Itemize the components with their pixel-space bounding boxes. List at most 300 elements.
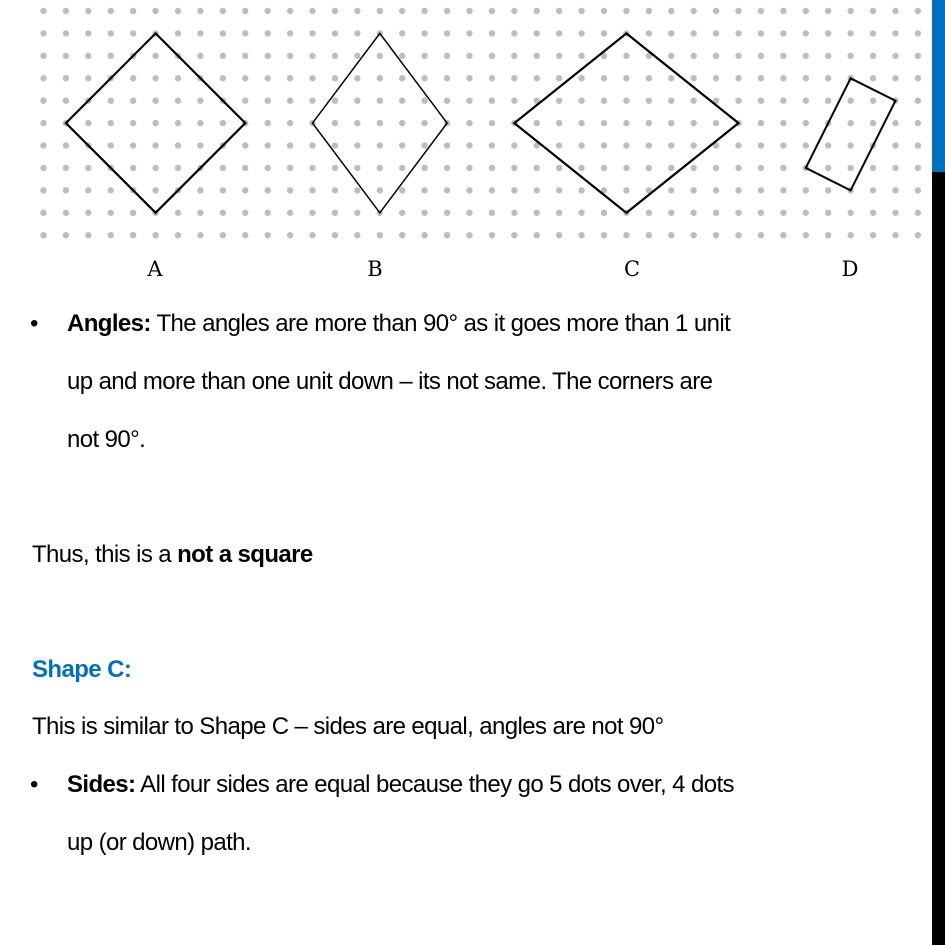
grid-dot xyxy=(556,120,562,126)
grid-dot xyxy=(735,210,741,216)
grid-dot xyxy=(354,210,360,216)
grid-dot xyxy=(601,142,607,148)
grid-dot xyxy=(646,120,652,126)
grid-dot xyxy=(556,97,562,103)
grid-dot xyxy=(197,8,203,14)
grid-dot xyxy=(287,232,293,238)
grid-dot xyxy=(63,187,69,193)
sides-line-1 xyxy=(67,770,734,800)
grid-dot xyxy=(735,75,741,81)
grid-dot xyxy=(758,53,764,59)
grid-dot xyxy=(130,8,136,14)
grid-dot xyxy=(892,210,898,216)
grid-dot xyxy=(489,210,495,216)
grid-dot xyxy=(197,30,203,36)
grid-dot xyxy=(556,187,562,193)
grid-dot xyxy=(556,165,562,171)
grid-dot xyxy=(265,30,271,36)
grid-dot xyxy=(175,75,181,81)
grid-dot xyxy=(466,120,472,126)
grid-dot xyxy=(578,53,584,59)
grid-dot xyxy=(758,75,764,81)
grid-dot xyxy=(265,75,271,81)
grid-dot xyxy=(242,142,248,148)
grid-dot xyxy=(623,165,629,171)
grid-dot xyxy=(377,142,383,148)
grid-dot xyxy=(108,210,114,216)
grid-dot xyxy=(332,97,338,103)
grid-dot xyxy=(399,120,405,126)
grid-dot xyxy=(601,75,607,81)
grid-dot xyxy=(870,75,876,81)
grid-dot xyxy=(803,8,809,14)
grid-dot xyxy=(152,165,158,171)
grid-dot xyxy=(444,30,450,36)
grid-dot xyxy=(175,232,181,238)
grid-dot xyxy=(399,165,405,171)
angles-text-1: The angles are more than 90° as it goes more than 1 unit xyxy=(150,310,731,337)
grid-dot xyxy=(265,142,271,148)
grid-dot xyxy=(108,187,114,193)
grid-dot xyxy=(332,53,338,59)
grid-dot xyxy=(489,142,495,148)
grid-dot xyxy=(668,53,674,59)
grid-dot xyxy=(40,120,46,126)
grid-dot xyxy=(287,53,293,59)
grid-dot xyxy=(63,97,69,103)
grid-dot xyxy=(489,232,495,238)
grid-dot xyxy=(130,75,136,81)
grid-dot xyxy=(780,75,786,81)
grid-dot xyxy=(847,97,853,103)
grid-dot xyxy=(399,142,405,148)
grid-dot xyxy=(803,210,809,216)
grid-dot xyxy=(556,53,562,59)
bullet-dot: • xyxy=(30,310,39,337)
grid-dot xyxy=(668,30,674,36)
grid-dot xyxy=(309,232,315,238)
grid-dot xyxy=(175,97,181,103)
grid-dot xyxy=(601,165,607,171)
grid-dot xyxy=(713,210,719,216)
grid-dot xyxy=(265,120,271,126)
grid-dot xyxy=(915,75,921,81)
grid-dot xyxy=(623,75,629,81)
grid-dot xyxy=(421,165,427,171)
grid-dot xyxy=(152,75,158,81)
grid-dot xyxy=(534,75,540,81)
grid-dot xyxy=(220,187,226,193)
grid-dot xyxy=(735,232,741,238)
grid-dot xyxy=(825,53,831,59)
grid-dot xyxy=(332,8,338,14)
grid-dot xyxy=(892,75,898,81)
grid-dot xyxy=(646,75,652,81)
grid-dot xyxy=(556,142,562,148)
grid-dot xyxy=(85,75,91,81)
grid-dot xyxy=(803,53,809,59)
grid-dot xyxy=(690,187,696,193)
grid-dot xyxy=(623,53,629,59)
grid-dot xyxy=(803,30,809,36)
grid-dot xyxy=(735,142,741,148)
grid-dot xyxy=(690,30,696,36)
grid-dot xyxy=(892,187,898,193)
accent-sidebar-bar xyxy=(932,0,945,172)
grid-dot xyxy=(556,30,562,36)
grid-dot xyxy=(242,97,248,103)
grid-dot xyxy=(220,75,226,81)
grid-dot xyxy=(40,75,46,81)
grid-dot xyxy=(399,8,405,14)
grid-dot xyxy=(175,8,181,14)
grid-dot xyxy=(242,53,248,59)
grid-dot xyxy=(287,120,293,126)
grid-dot xyxy=(63,53,69,59)
grid-dot xyxy=(444,97,450,103)
grid-dot xyxy=(825,165,831,171)
grid-dot xyxy=(847,232,853,238)
grid-dot xyxy=(780,53,786,59)
grid-dot xyxy=(466,30,472,36)
conclusion-text xyxy=(32,540,313,570)
grid-dot xyxy=(915,30,921,36)
grid-dot xyxy=(85,8,91,14)
grid-dot xyxy=(870,53,876,59)
grid-dot xyxy=(534,120,540,126)
grid-dot xyxy=(870,187,876,193)
grid-dot xyxy=(668,142,674,148)
grid-dot xyxy=(152,120,158,126)
grid-dot xyxy=(511,210,517,216)
grid-dot xyxy=(489,97,495,103)
grid-dot xyxy=(713,120,719,126)
grid-dot xyxy=(309,97,315,103)
grid-dot xyxy=(578,232,584,238)
grid-dot xyxy=(197,120,203,126)
grid-dot xyxy=(623,8,629,14)
grid-dot xyxy=(825,187,831,193)
grid-dot xyxy=(399,97,405,103)
grid-dot xyxy=(175,30,181,36)
grid-dot xyxy=(399,75,405,81)
grid-dot xyxy=(85,53,91,59)
grid-dot xyxy=(690,53,696,59)
grid-dot xyxy=(511,75,517,81)
grid-dot xyxy=(892,142,898,148)
grid-dot xyxy=(847,8,853,14)
grid-dot xyxy=(377,120,383,126)
grid-dot xyxy=(578,30,584,36)
grid-dot xyxy=(623,142,629,148)
grid-dot xyxy=(758,120,764,126)
grid-dot xyxy=(758,210,764,216)
grid-dot xyxy=(601,120,607,126)
grid-dot xyxy=(511,53,517,59)
grid-dot xyxy=(444,210,450,216)
grid-dot xyxy=(287,210,293,216)
grid-dot xyxy=(354,232,360,238)
grid-dot xyxy=(892,120,898,126)
grid-dot xyxy=(735,30,741,36)
grid-dot xyxy=(421,8,427,14)
grid-dot xyxy=(668,8,674,14)
grid-dot xyxy=(220,232,226,238)
grid-dot xyxy=(421,120,427,126)
grid-dot xyxy=(690,232,696,238)
grid-dot xyxy=(623,97,629,103)
grid-dot xyxy=(220,53,226,59)
grid-dot xyxy=(803,120,809,126)
grid-dot xyxy=(780,8,786,14)
grid-dot xyxy=(444,142,450,148)
grid-dot xyxy=(197,53,203,59)
grid-dot xyxy=(803,97,809,103)
grid-dot xyxy=(870,210,876,216)
grid-dot xyxy=(130,97,136,103)
grid-dot xyxy=(130,232,136,238)
grid-dot xyxy=(489,165,495,171)
shape-label-a: A xyxy=(147,257,163,281)
grid-dot xyxy=(511,30,517,36)
grid-dot xyxy=(803,232,809,238)
grid-dot xyxy=(399,210,405,216)
grid-dot xyxy=(108,232,114,238)
grid-dot xyxy=(309,30,315,36)
grid-dot xyxy=(354,120,360,126)
grid-dot xyxy=(601,232,607,238)
grid-dot xyxy=(646,30,652,36)
grid-dot xyxy=(421,53,427,59)
grid-dot xyxy=(489,30,495,36)
grid-dot xyxy=(892,232,898,238)
grid-dot xyxy=(668,187,674,193)
grid-dot xyxy=(578,8,584,14)
grid-dot xyxy=(758,165,764,171)
grid-dot xyxy=(175,120,181,126)
grid-dot xyxy=(40,8,46,14)
grid-dot xyxy=(601,8,607,14)
grid-dot xyxy=(421,142,427,148)
grid-dot xyxy=(870,97,876,103)
grid-dot xyxy=(534,30,540,36)
sides-line-2: up (or down) path. xyxy=(67,829,251,856)
grid-dot xyxy=(242,232,248,238)
grid-dot xyxy=(421,30,427,36)
grid-dot xyxy=(847,142,853,148)
grid-dot xyxy=(108,142,114,148)
grid-dot xyxy=(668,120,674,126)
grid-dot xyxy=(130,120,136,126)
grid-dot xyxy=(915,53,921,59)
grid-dot xyxy=(108,120,114,126)
grid-dot xyxy=(152,232,158,238)
angles-line-3: not 90°. xyxy=(67,426,146,453)
grid-dot xyxy=(354,8,360,14)
grid-dot xyxy=(40,210,46,216)
grid-dot xyxy=(646,210,652,216)
grid-dot xyxy=(197,187,203,193)
grid-dot xyxy=(713,75,719,81)
grid-dot xyxy=(758,232,764,238)
grid-dot xyxy=(758,30,764,36)
grid-dot xyxy=(690,120,696,126)
grid-dot xyxy=(713,165,719,171)
grid-dot xyxy=(421,187,427,193)
grid-dot xyxy=(63,165,69,171)
grid-dot xyxy=(511,142,517,148)
grid-dot xyxy=(758,97,764,103)
grid-dot xyxy=(690,97,696,103)
grid-dot xyxy=(108,97,114,103)
grid-dot xyxy=(377,97,383,103)
grid-dot xyxy=(668,232,674,238)
grid-dot xyxy=(444,165,450,171)
grid-dot xyxy=(735,97,741,103)
grid-dot xyxy=(534,53,540,59)
grid-dot xyxy=(668,97,674,103)
grid-dot xyxy=(466,8,472,14)
grid-dot xyxy=(915,142,921,148)
grid-dot xyxy=(63,210,69,216)
grid-dot xyxy=(892,53,898,59)
grid-dot xyxy=(444,232,450,238)
conclusion-prefix: Thus, this is a xyxy=(32,541,178,568)
grid-dot xyxy=(354,75,360,81)
grid-dot xyxy=(63,75,69,81)
grid-dot xyxy=(646,8,652,14)
grid-dot xyxy=(578,187,584,193)
grid-dot xyxy=(825,210,831,216)
grid-dot xyxy=(332,120,338,126)
grid-dot xyxy=(466,53,472,59)
grid-dot xyxy=(623,232,629,238)
grid-dot xyxy=(152,97,158,103)
shape-label-c: C xyxy=(623,257,641,281)
sides-text-1: All four sides are equal because they go 5 dots over, 4 dots xyxy=(135,771,734,798)
grid-dot xyxy=(377,75,383,81)
grid-dot xyxy=(332,232,338,238)
grid-dot xyxy=(713,8,719,14)
grid-dot xyxy=(489,75,495,81)
grid-dot xyxy=(466,142,472,148)
grid-dot xyxy=(690,8,696,14)
grid-dot xyxy=(690,75,696,81)
bullet-dot: • xyxy=(30,771,39,798)
grid-dot xyxy=(578,97,584,103)
grid-dot xyxy=(870,232,876,238)
grid-dot xyxy=(220,210,226,216)
grid-dot xyxy=(578,120,584,126)
grid-dot xyxy=(40,232,46,238)
grid-dot xyxy=(354,97,360,103)
grid-dot xyxy=(287,97,293,103)
grid-dot xyxy=(152,187,158,193)
grid-dot xyxy=(825,30,831,36)
grid-dot xyxy=(287,187,293,193)
grid-dot xyxy=(466,75,472,81)
grid-dot xyxy=(40,53,46,59)
grid-dot xyxy=(825,75,831,81)
grid-dot xyxy=(915,97,921,103)
grid-dot xyxy=(466,187,472,193)
conclusion-bold: not a square xyxy=(177,541,313,568)
grid-dot xyxy=(197,210,203,216)
grid-dot xyxy=(85,165,91,171)
angles-line-2: up and more than one unit down – its not same. The corners are xyxy=(67,368,713,395)
grid-dot xyxy=(690,165,696,171)
angles-label: Angles: xyxy=(67,310,151,337)
grid-dot xyxy=(758,142,764,148)
grid-dot xyxy=(847,210,853,216)
grid-dot xyxy=(646,165,652,171)
grid-dot xyxy=(735,187,741,193)
grid-dot xyxy=(309,53,315,59)
grid-dot xyxy=(825,97,831,103)
grid-dot xyxy=(534,232,540,238)
grid-dot xyxy=(466,210,472,216)
grid-dot xyxy=(63,8,69,14)
grid-dot xyxy=(332,165,338,171)
grid-dot xyxy=(803,75,809,81)
grid-dot xyxy=(354,142,360,148)
grid-dot xyxy=(197,97,203,103)
grid-dot xyxy=(309,8,315,14)
grid-dot xyxy=(332,210,338,216)
grid-dot xyxy=(85,232,91,238)
grid-dot xyxy=(354,165,360,171)
grid-dot xyxy=(847,165,853,171)
grid-dot xyxy=(780,187,786,193)
grid-dot xyxy=(601,30,607,36)
grid-dot xyxy=(242,165,248,171)
grid-dot xyxy=(735,8,741,14)
shape-d xyxy=(806,78,896,190)
grid-dot xyxy=(152,8,158,14)
grid-dot xyxy=(601,210,607,216)
dot-grid-figure xyxy=(0,0,930,250)
grid-dot xyxy=(780,97,786,103)
grid-dot xyxy=(870,30,876,36)
grid-dot xyxy=(332,187,338,193)
grid-dot xyxy=(63,232,69,238)
grid-dot xyxy=(668,165,674,171)
grid-dot xyxy=(870,8,876,14)
grid-dot xyxy=(556,210,562,216)
grid-dot xyxy=(332,142,338,148)
grid-dot xyxy=(265,8,271,14)
grid-dot xyxy=(847,30,853,36)
grid-dot xyxy=(220,30,226,36)
grid-dot xyxy=(130,165,136,171)
grid-dot xyxy=(309,210,315,216)
grid-dot xyxy=(421,75,427,81)
grid-dot xyxy=(287,75,293,81)
grid-dot xyxy=(40,97,46,103)
grid-dot xyxy=(309,142,315,148)
grid-dot xyxy=(108,8,114,14)
grid-dot xyxy=(556,8,562,14)
grid-dot xyxy=(354,53,360,59)
grid-dot xyxy=(354,30,360,36)
grid-dot xyxy=(197,142,203,148)
grid-dot xyxy=(870,120,876,126)
grid-dot xyxy=(63,30,69,36)
grid-dot xyxy=(421,97,427,103)
grid-dot xyxy=(466,165,472,171)
grid-dot xyxy=(40,30,46,36)
grid-dot xyxy=(265,97,271,103)
